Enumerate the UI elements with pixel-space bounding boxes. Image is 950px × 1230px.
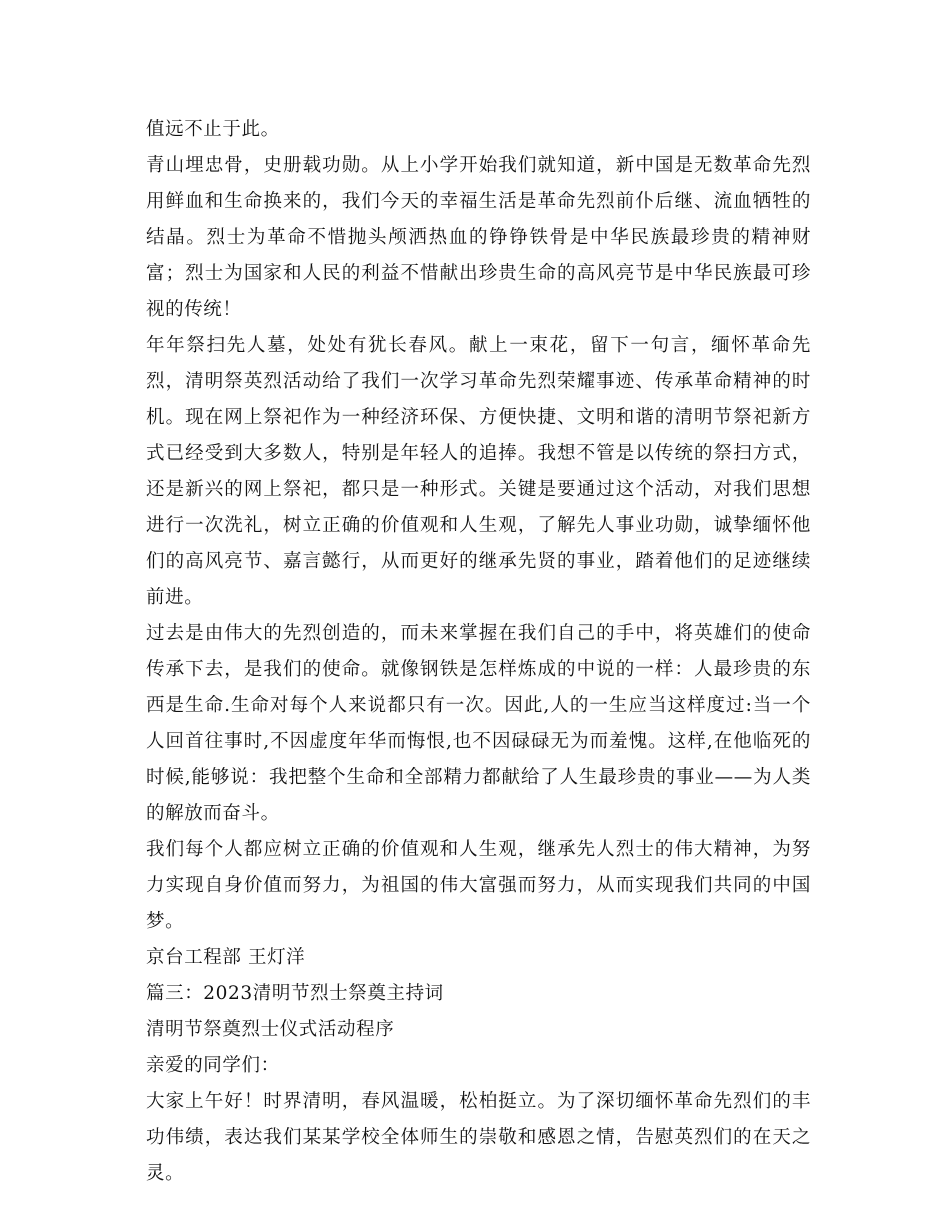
- section-heading: 篇三：2023清明节烈士祭奠主持词: [146, 983, 444, 1004]
- paragraph-martyrs-tribute: 青山埋忠骨，史册载功勋。从上小学开始我们就知道，新中国是无数革命先烈用鲜血和生命换来的，我们今天的幸福生活是革命先烈前仆后继、流血牺牲的结晶。烈士为革命不惜抛头颅洒热血的铮铮铁骨是中华民族最珍贵的精神财富；烈士为国家和人民的利益不惜献出珍贵生命的高风亮节是中华民族最可珍视的传统！: [146, 155, 811, 320]
- author-signature: 京台工程部 王灯洋: [146, 947, 306, 968]
- paragraph-past-and-future: 过去是由伟大的先烈创造的，而未来掌握在我们自己的手中，将英雄们的使命传承下去，是我们的使命。就像钢铁是怎样炼成的中说的一样：人最珍贵的东西是生命.生命对每个人来说都只有一次。因此,人的一生应当这样度过:当一个人回首往事时,不因虚度年华而悔恨,也不因碌碌无为而羞愧。这样,在他临死的时候,能够说：我把整个生命和全部精力都献给了人生最珍贵的事业——为人类的解放而奋斗。: [146, 623, 811, 824]
- paragraph-continuation: 值远不止于此。: [146, 119, 280, 140]
- paragraph-values: 我们每个人都应树立正确的价值观和人生观，继承先人烈士的伟大精神，为努力实现自身价值而努力，为祖国的伟大富强而努力，从而实现我们共同的中国梦。: [146, 839, 811, 932]
- document-body: [146, 112, 811, 1192]
- ceremony-program-title: 清明节祭奠烈士仪式活动程序: [146, 1019, 395, 1040]
- salutation: 亲爱的同学们：: [146, 1055, 280, 1076]
- paragraph-opening-remarks: 大家上午好！时界清明，春风温暖，松柏挺立。为了深切缅怀革命先烈们的丰功伟绩，表达我们某某学校全体师生的崇敬和感恩之情，告慰英烈们的在天之灵。: [146, 1091, 811, 1184]
- paragraph-tomb-sweeping: 年年祭扫先人墓，处处有犹长春风。献上一束花，留下一句言，缅怀革命先烈，清明祭英烈活动给了我们一次学习革命先烈荣耀事迹、传承革命精神的时机。现在网上祭祀作为一种经济环保、方便快捷、文明和谐的清明节祭祀新方式已经受到大多数人，特别是年轻人的追捧。我想不管是以传统的祭扫方式，还是新兴的网上祭祀，都只是一种形式。关键是要通过这个活动，对我们思想进行一次洗礼，树立正确的价值观和人生观，了解先人事业功勋，诚挚缅怀他们的高风亮节、嘉言懿行，从而更好的继承先贤的事业，踏着他们的足迹继续前进。: [146, 335, 811, 608]
